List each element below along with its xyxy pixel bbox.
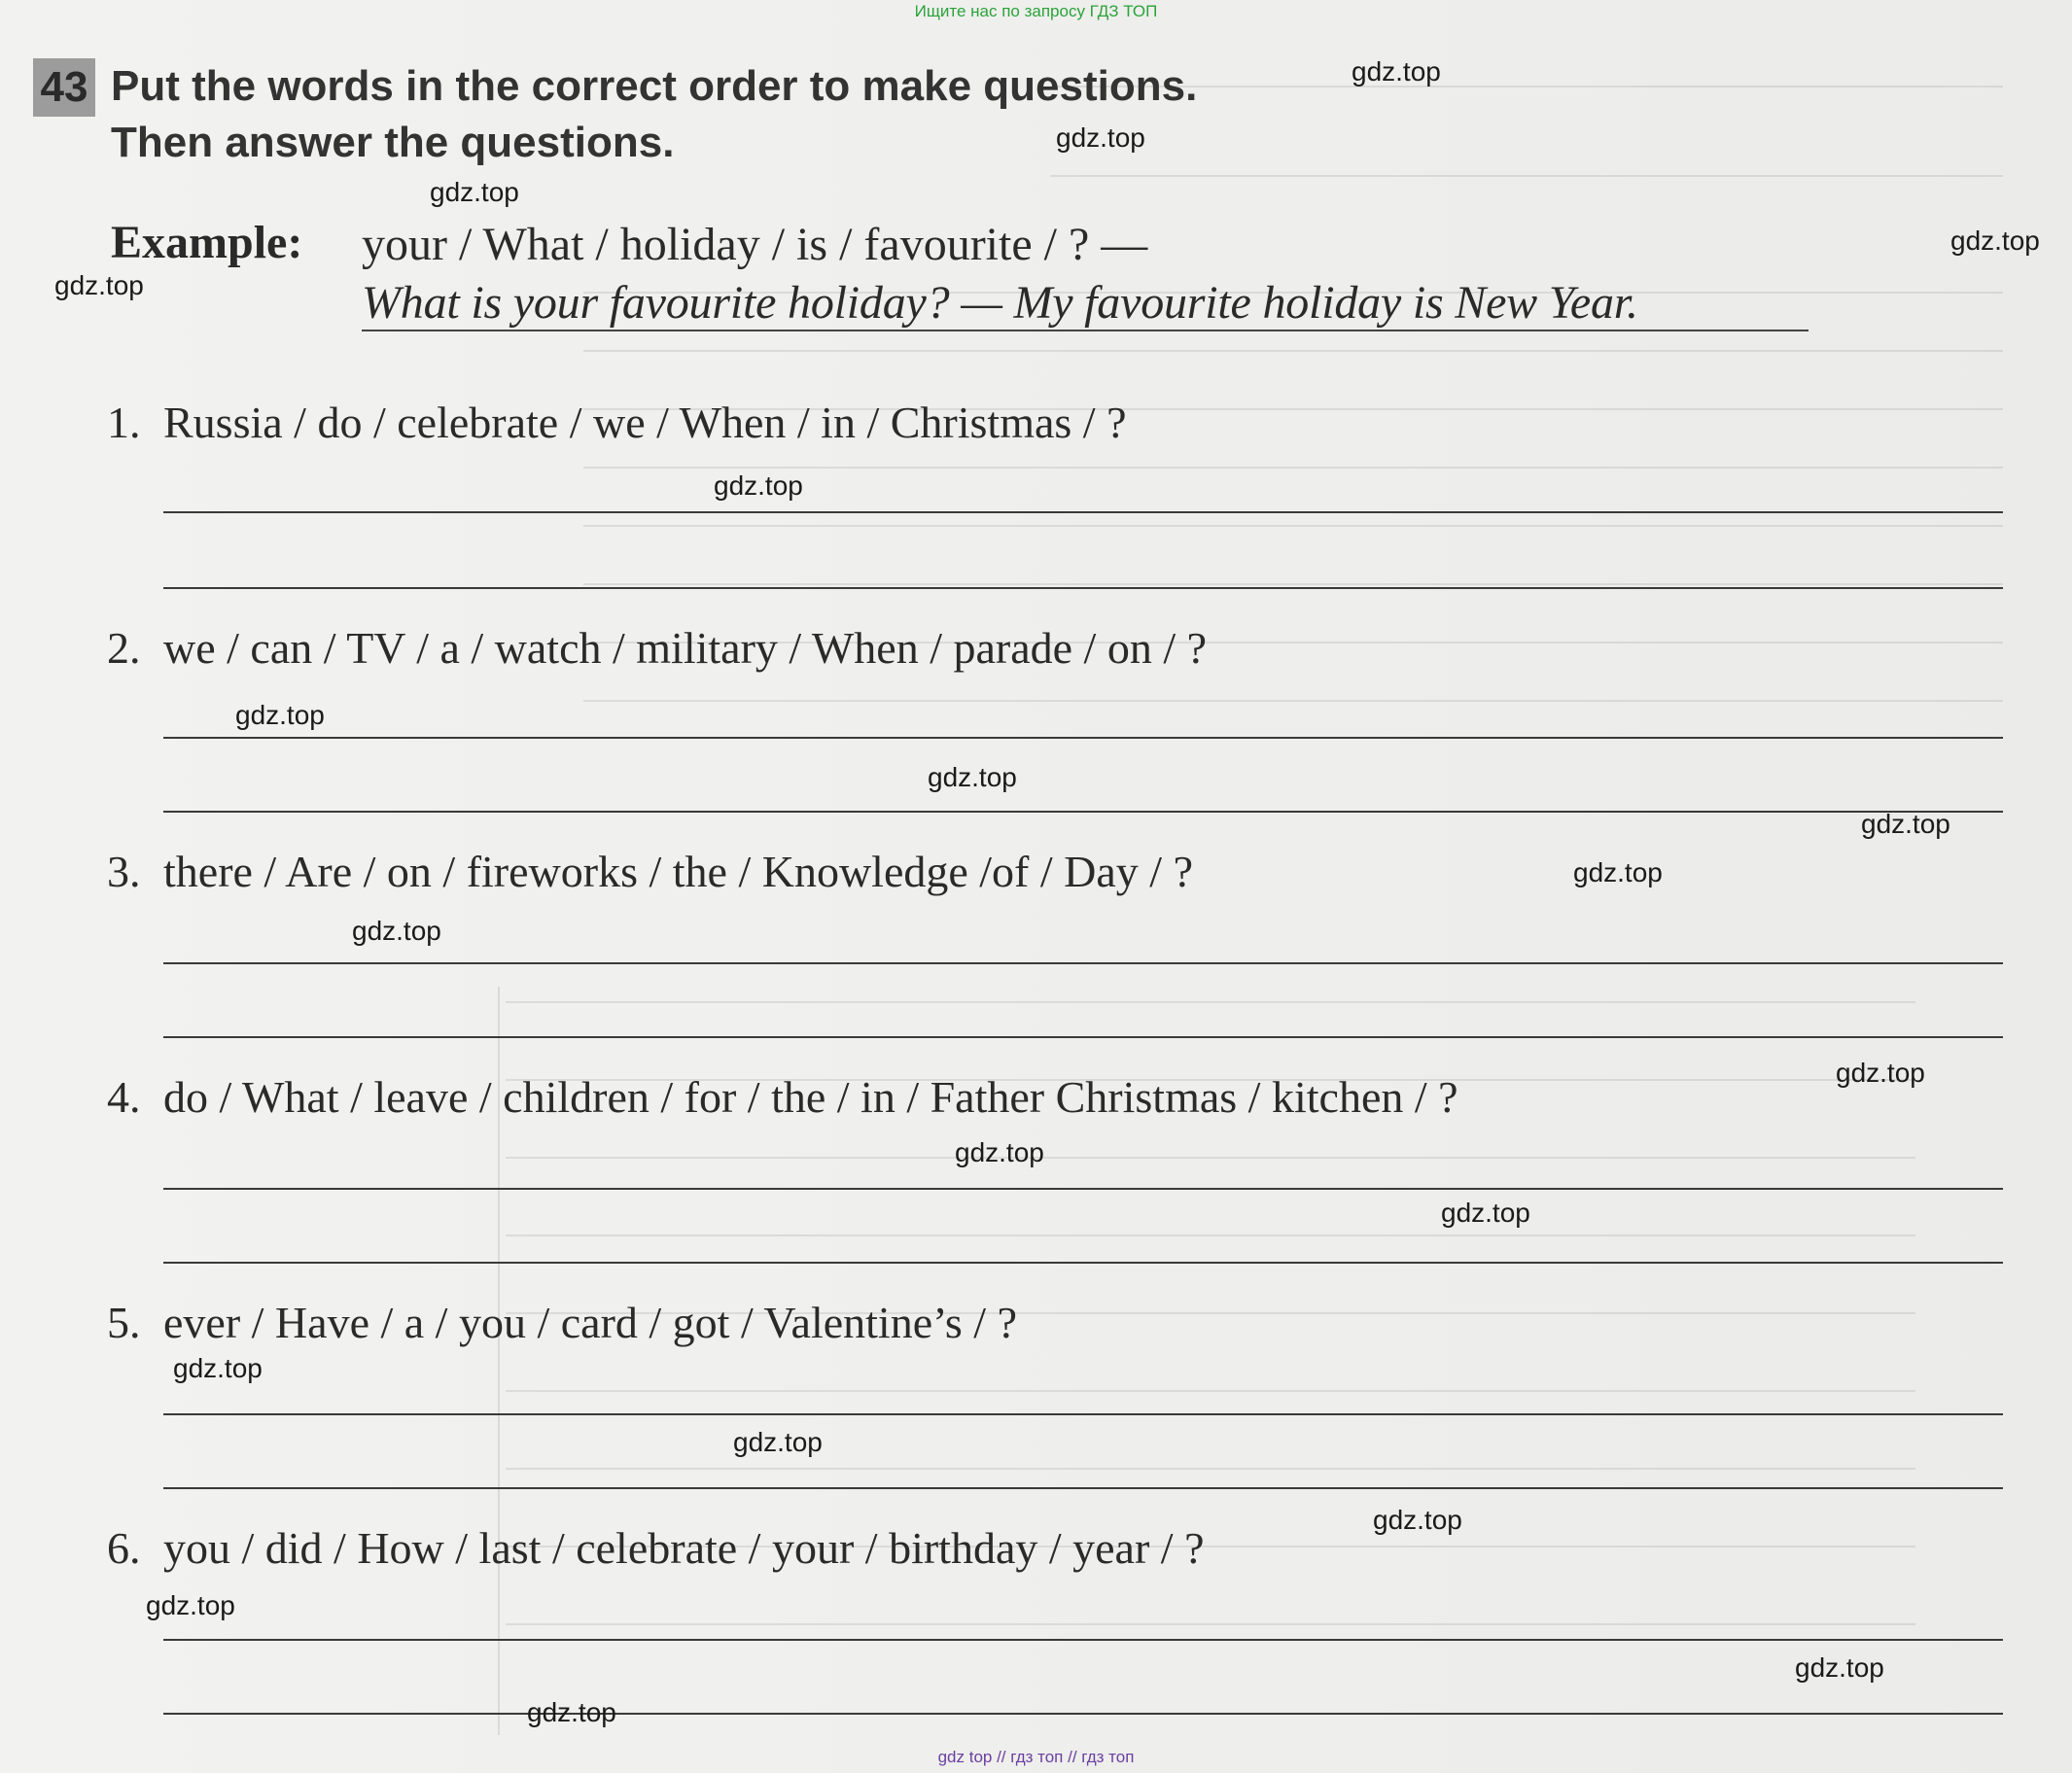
instruction-line-1: Put the words in the correct order to make questions. [111, 62, 1198, 110]
question-text: ever / Have / a / you / card / got / Valentine’s / ? [163, 1298, 1017, 1347]
watermark: gdz.top [1836, 1058, 1925, 1088]
question-number: 2. [107, 623, 141, 673]
question-number: 4. [107, 1072, 141, 1122]
answer-line[interactable] [163, 737, 2003, 739]
answer-line[interactable] [163, 1713, 2003, 1715]
question-number: 1. [107, 398, 141, 447]
example-prompt: your / What / holiday / is / favourite / ? — [362, 219, 1148, 270]
answer-line[interactable] [163, 1639, 2003, 1641]
answer-line[interactable] [163, 1413, 2003, 1415]
watermark: gdz.top [235, 700, 325, 730]
question-text: Russia / do / celebrate / we / When / in / Christmas / ? [163, 398, 1127, 447]
instruction-line-2: Then answer the questions. [111, 119, 675, 166]
watermark: gdz.top [1373, 1505, 1462, 1535]
watermark: gdz.top [54, 270, 144, 300]
question-text: we / can / TV / a / watch / military / When / parade / on / ? [163, 623, 1208, 673]
question-number: 6. [107, 1523, 141, 1573]
question-text: you / did / How / last / celebrate / your / birthday / year / ? [163, 1523, 1205, 1573]
question-number: 3. [107, 847, 141, 896]
watermark: gdz.top [1573, 857, 1663, 887]
answer-line[interactable] [163, 1188, 2003, 1190]
top-banner: Ищите нас по запросу ГДЗ ТОП [914, 2, 1158, 20]
watermark: gdz.top [1950, 226, 2040, 256]
answer-line[interactable] [163, 1036, 2003, 1038]
watermark: gdz.top [1795, 1652, 1884, 1683]
question-text: there / Are / on / fireworks / the / Knowledge /of / Day / ? [163, 847, 1193, 896]
answer-line[interactable] [163, 587, 2003, 589]
answer-line[interactable] [163, 511, 2003, 513]
example-label: Example: [111, 217, 303, 268]
question-number: 5. [107, 1298, 141, 1347]
watermark: gdz.top [146, 1590, 235, 1620]
watermark: gdz.top [1861, 809, 1950, 839]
watermark: gdz.top [173, 1353, 263, 1383]
watermark: gdz.top [1352, 56, 1441, 87]
watermark: gdz.top [1441, 1198, 1530, 1228]
bottom-banner: gdz top // гдз топ // гдз топ [937, 1748, 1135, 1766]
example-answer: What is your favourite holiday? — My favourite holiday is New Year. [362, 277, 1638, 329]
answer-line[interactable] [163, 1487, 2003, 1489]
watermark: gdz.top [714, 470, 803, 501]
watermark: gdz.top [1056, 122, 1145, 153]
answer-line[interactable] [163, 962, 2003, 964]
watermark: gdz.top [955, 1137, 1044, 1167]
answer-line[interactable] [163, 1262, 2003, 1264]
watermark: gdz.top [430, 177, 519, 207]
watermark: gdz.top [928, 762, 1017, 792]
watermark: gdz.top [527, 1697, 616, 1727]
watermark: gdz.top [733, 1427, 823, 1457]
question-text: do / What / leave / children / for / the / in / Father Christmas / kitchen / ? [163, 1072, 1458, 1122]
example-underline [362, 330, 1809, 331]
watermark: gdz.top [352, 916, 441, 946]
exercise-number-badge: 43 [33, 58, 95, 117]
answer-line[interactable] [163, 811, 2003, 813]
